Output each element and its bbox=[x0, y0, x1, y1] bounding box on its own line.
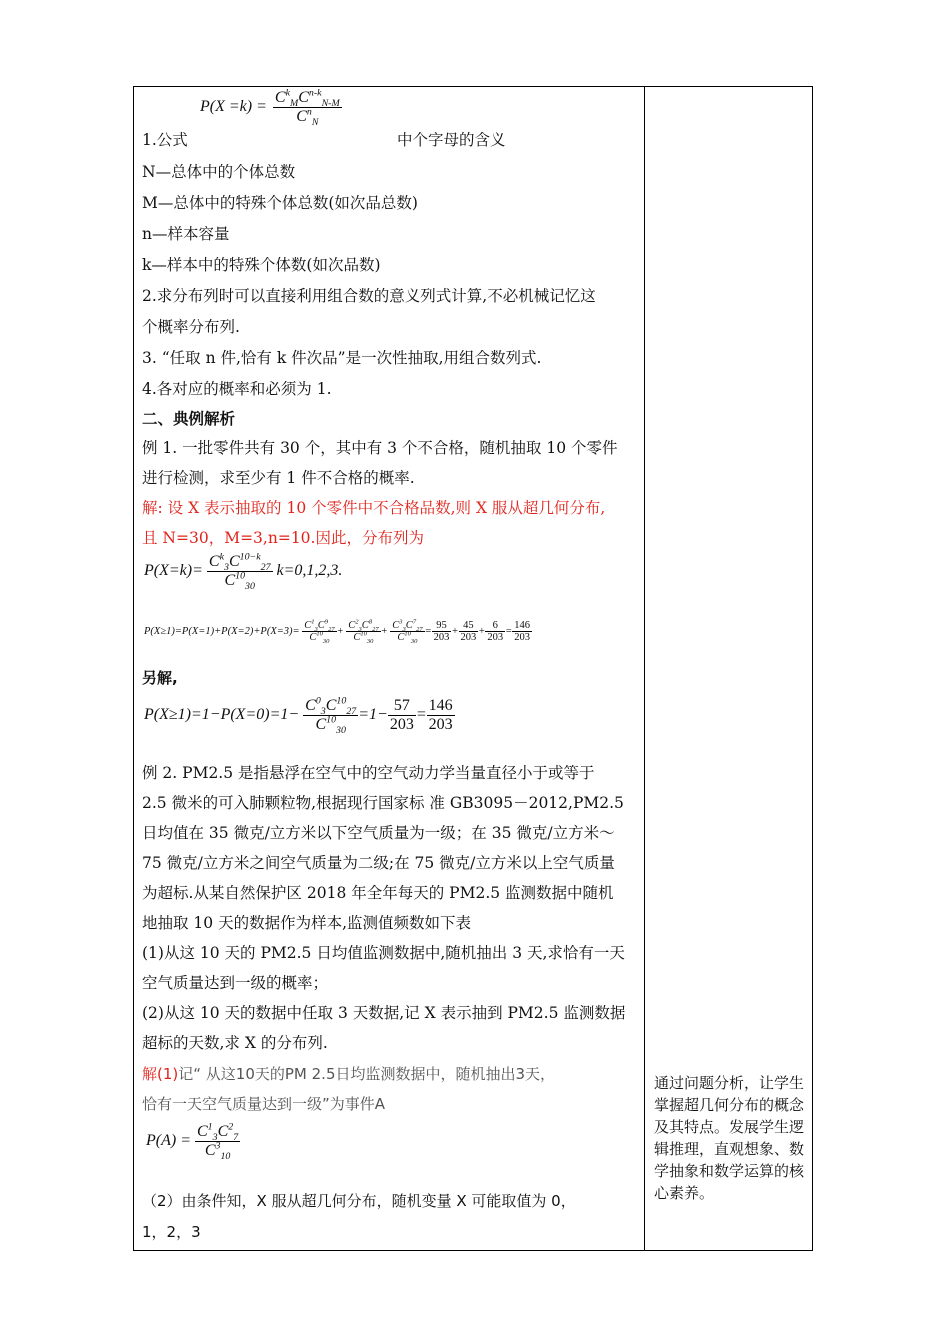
example1-solution-line2: 且 N=30，M=3,n=10.因此，分布列为 bbox=[142, 529, 424, 547]
example1-question-line2: 进行检测，求至少有 1 件不合格的概率. bbox=[142, 469, 415, 487]
solution1-line2: 恰有一天空气质量达到一级”为事件A bbox=[142, 1095, 386, 1113]
example2-line: 日均值在 35 微克/立方米以下空气质量为一级；在 35 微克/立方米～ bbox=[142, 824, 615, 842]
hypergeometric-formula: P(X =k) = $\frac{C^k_MC^{n-k}_{N-M}}{C^n_N}$ bbox=[200, 87, 340, 129]
solution2-line2: 1，2，3 bbox=[142, 1223, 201, 1241]
probability-A-formula: P(A) = $\frac{C^1_3C^2_7}{C^3_{10}}$ bbox=[146, 1121, 239, 1163]
example2-line: 空气质量达到一级的概率； bbox=[142, 974, 329, 992]
point-2-line1: 2.求分布列时可以直接利用组合数的意义列式计算,不必机械记忆这 bbox=[142, 287, 596, 305]
alternative-formula: P(X≥1)=1−P(X=0)=1− $\frac{C^0_3C^{10}_{27}}{C^{10}_{30}}$ =1− $\frac{57}{203}$ = $\frac{146}{203}$ bbox=[144, 695, 453, 737]
example1-question-line1: 例 1. 一批零件共有 30 个，其中有 3 个不合格，随机抽取 10 个零件 bbox=[142, 439, 618, 457]
solution1-line1: 解(1)记“ 从这10天的PM 2.5日均监测数据中，随机抽出3天， bbox=[142, 1065, 556, 1083]
point-3: 3. “任取 n 件,恰有 k 件次品”是一次性抽取,用组合数列式. bbox=[142, 349, 542, 367]
solution2-line1: （2）由条件知，X 服从超几何分布，随机变量 X 可能取值为 0， bbox=[142, 1192, 576, 1210]
point-1-label: 1.公式 bbox=[142, 131, 188, 149]
def-n: n—样本容量 bbox=[142, 225, 230, 243]
example2-line: (2)从这 10 天的数据中任取 3 天数据,记 X 表示抽到 PM2.5 监测数据 bbox=[142, 1004, 626, 1022]
alternative-label: 另解, bbox=[142, 669, 178, 687]
design-intent-note: 通过问题分析，让学生掌握超几何分布的概念及其特点。发展学生逻辑推理，直观想象、数学抽象和数学运算的核心素养。 bbox=[654, 1074, 805, 1202]
example2-line: 为超标.从某自然保护区 2018 年全年每天的 PM2.5 监测数据中随机 bbox=[142, 884, 614, 902]
def-M: M—总体中的特殊个体总数(如次品总数) bbox=[142, 194, 418, 212]
section-title: 二、典例解析 bbox=[142, 409, 236, 428]
example2-line: 超标的天数,求 X 的分布列. bbox=[142, 1034, 328, 1052]
column-divider bbox=[644, 87, 645, 1250]
distribution-formula: P(X=k)= $\frac{C^k_3C^{10-k}_{27}}{C^{10}_{30}}$ k=0,1,2,3. bbox=[144, 551, 343, 593]
example2-line: 2.5 微米的可入肺颗粒物,根据现行国家标 准 GB3095－2012,PM2.5 bbox=[142, 794, 624, 812]
example2-line: 例 2. PM2.5 是指悬浮在空气中的空气动力学当量直径小于或等于 bbox=[142, 764, 595, 782]
point-2-line2: 个概率分布列. bbox=[142, 318, 240, 336]
sum-formula: P(X≥1)=P(X=1)+P(X=2)+P(X=3)= $\frac{C^1_3C^9_{27}}{C^{10}_{30}}$ + $\frac{C^2_3C^8_{27}}{C^{10}_{30}}$ + $\frac{C^3_3C^7_{27}}{C^{10}_{30}}$ = $\frac{95}{203}$ + $\frac{45}{203}$ + $\frac{6}{203}$ = $\frac{146}{203}$ bbox=[144, 618, 530, 646]
lesson-table bbox=[133, 86, 813, 1251]
point-1-tail: 中个字母的含义 bbox=[397, 131, 506, 149]
point-4: 4.各对应的概率和必须为 1. bbox=[142, 380, 332, 398]
def-N: N—总体中的个体总数 bbox=[142, 163, 296, 181]
example2-line: 地抽取 10 天的数据作为样本,监测值频数如下表 bbox=[142, 914, 472, 932]
example2-line: 75 微克/立方米之间空气质量为二级;在 75 微克/立方米以上空气质量 bbox=[142, 854, 615, 872]
example2-line: (1)从这 10 天的 PM2.5 日均值监测数据中,随机抽出 3 天,求恰有一天 bbox=[142, 944, 625, 962]
example1-solution-line1: 解: 设 X 表示抽取的 10 个零件中不合格品数,则 X 服从超几何分布, bbox=[142, 499, 606, 517]
def-k: k—样本中的特殊个体数(如次品数) bbox=[142, 256, 381, 274]
